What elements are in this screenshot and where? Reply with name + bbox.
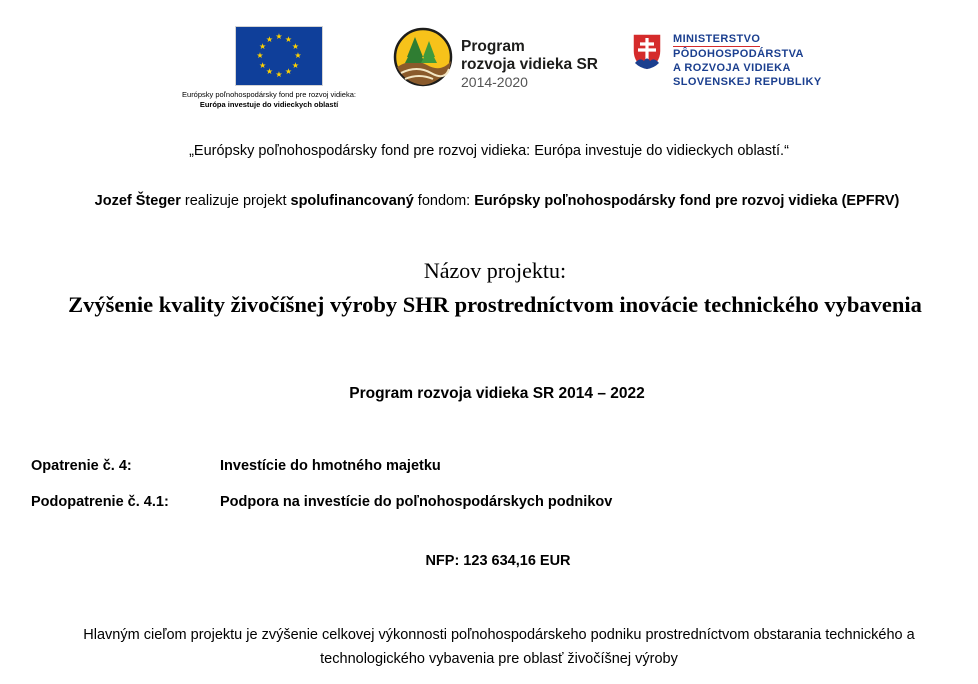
submeasure-label: Podopatrenie č. 4.1: [31,494,169,510]
measure-value: Investície do hmotného majetku [220,458,441,474]
eu-star-icon: ★ [265,34,274,44]
implementation-statement [0,193,978,209]
ministry-line1: MINISTERSTVO [673,33,761,45]
implementation-text1: realizuje projekt [180,193,291,209]
implementation-text2: fondom: [413,193,475,209]
project-title: Zvýšenie kvality živočíšnej výroby SHR prostredníctvom inovácie technického vybavenia [68,292,922,317]
project-title-label: Názov projektu: [423,258,567,283]
eu-star-icon: ★ [258,41,267,51]
ministry-line3: A ROZVOJA VIDIEKA [673,62,791,74]
cofinanced-word: spolufinancovaný [290,193,414,209]
ministry-line2: PÔDOHOSPODÁRSTVA [673,48,804,60]
program-logo-line2: rozvoja vidieka SR [461,56,598,73]
eu-caption-line2: Európa investuje do vidieckych oblastí [199,100,339,109]
submeasure-row [31,494,612,510]
beneficiary-name: Jozef Šteger [94,193,181,209]
nfp-amount: NFP: 123 634,16 EUR [425,553,571,569]
eu-star-icon: ★ [291,60,300,70]
program-name: Program rozvoja vidieka SR 2014 – 2022 [349,385,645,402]
program-logo-text [461,38,598,91]
ministry-logo [632,31,842,95]
fund-name: Európsky poľnohospodársky fond pre rozvoj vidieka (EPFRV) [474,193,900,209]
eu-star-icon: ★ [284,67,293,77]
program-logo-line3: 2014-2020 [461,74,528,90]
eu-star-icon: ★ [275,32,283,41]
ministry-line4: SLOVENSKEJ REPUBLIKY [673,76,822,88]
measure-label: Opatrenie č. 4: [31,458,132,474]
eu-star-icon: ★ [265,67,274,77]
eu-star-icon: ★ [291,41,300,51]
eu-star-icon: ★ [284,34,293,44]
eu-caption-line1: Európsky poľnohospodársky fond pre rozvoj vidieka: [182,90,356,99]
slovak-coat-of-arms-icon [632,33,662,71]
program-logo [393,27,618,89]
project-goal: Hlavným cieľom projektu je zvýšenie celkovej výkonnosti poľnohospodárskeho podniku prostredníctvom obstarania technického a technologického vybavenia pre oblasť živočíšnej výroby [83,627,915,667]
eu-star-icon: ★ [258,60,267,70]
ministry-text [673,32,822,89]
fund-quote: „Európsky poľnohospodársky fond pre rozvoj vidieka: Európa investuje do vidieckych oblastí.“ [189,143,789,159]
eu-flag-icon [235,26,323,86]
measure-row [31,458,441,474]
eu-logo [165,26,373,110]
eu-star-icon: ★ [256,51,264,60]
program-logo-line1: Program [461,38,525,55]
program-emblem-icon [393,27,453,87]
submeasure-value: Podpora na investície do poľnohospodárskych podnikov [220,494,613,510]
eu-star-icon: ★ [275,70,283,79]
eu-star-icon: ★ [294,51,302,60]
